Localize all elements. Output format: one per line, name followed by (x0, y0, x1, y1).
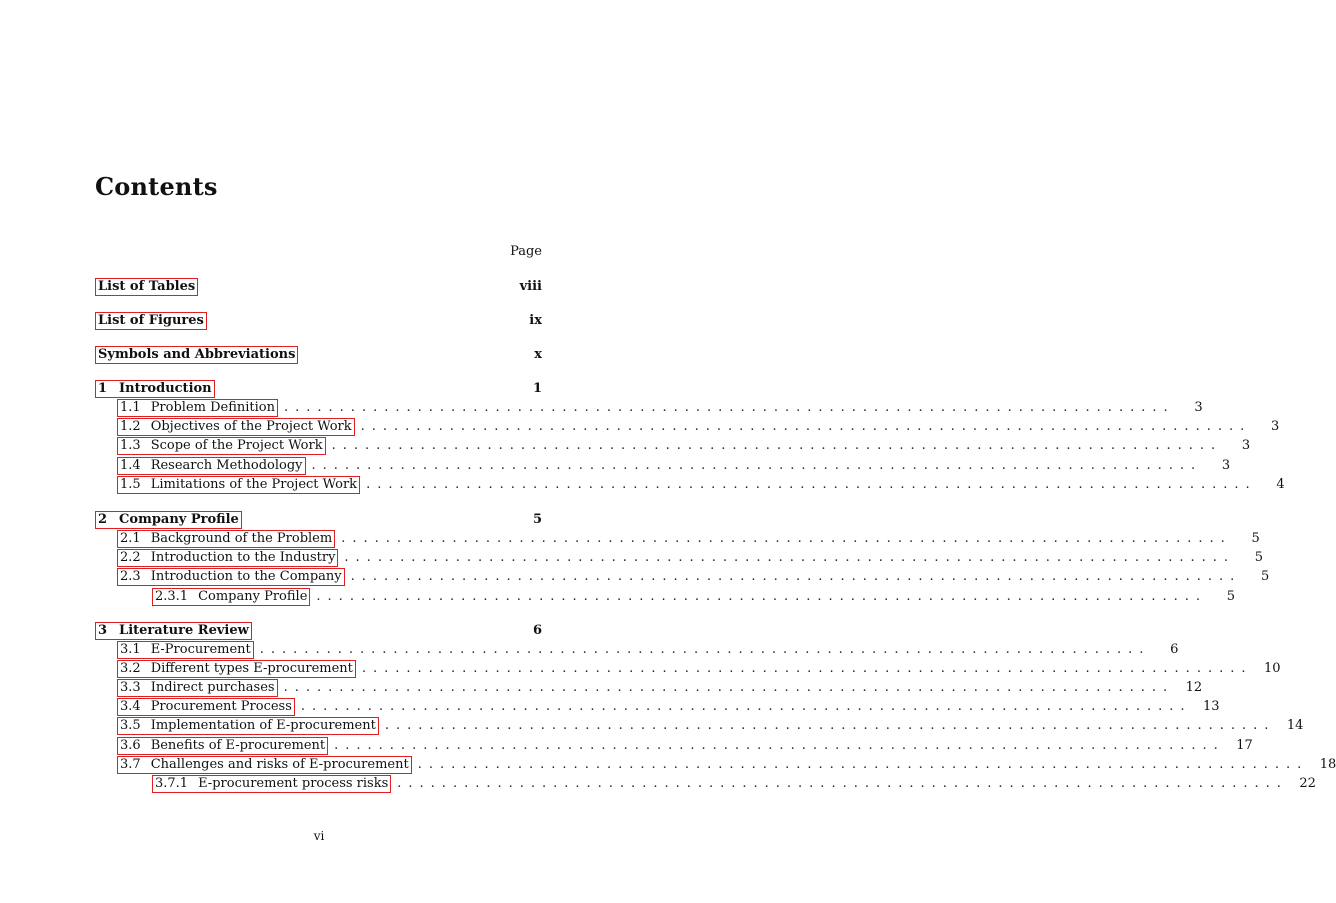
toc-entry-page: 18 (1319, 757, 1336, 772)
toc-entry-title: Research Methodology (150, 458, 303, 473)
toc-entry-page: 13 (1202, 699, 1220, 714)
toc-entry-number: 1.4 (120, 458, 141, 473)
toc-entry-page: x (534, 347, 542, 362)
toc-entry-link[interactable] (117, 476, 360, 494)
toc-dot-leader: ................................................................................ (283, 680, 1175, 695)
toc-entry-number: 3.4 (120, 699, 141, 714)
toc-dot-leader: ................................................................................ (361, 661, 1253, 676)
toc-entry-title: Limitations of the Project Work (150, 477, 358, 492)
toc-entry-link[interactable] (117, 418, 355, 436)
toc-dot-leader: ................................................................................ (384, 718, 1276, 733)
toc-entry-number: 3.7.1 (155, 776, 189, 791)
toc-entry-title: Benefits of E-procurement (150, 738, 326, 753)
page-heading: Contents (95, 172, 218, 201)
toc-entry (95, 756, 1336, 774)
toc-entry (95, 660, 1281, 678)
toc-entry-link[interactable] (117, 399, 278, 417)
toc-entry-link[interactable] (117, 457, 306, 475)
toc-entry-link[interactable] (95, 312, 207, 330)
toc-dot-leader: ................................................................................ (334, 738, 1225, 753)
toc-entry-number: 2.2 (120, 550, 141, 565)
toc-entry-title: Background of the Problem (150, 531, 333, 546)
toc-entry (95, 530, 1260, 548)
toc-entry-number: 3.2 (120, 661, 141, 676)
toc-dot-leader: ................................................................................ (311, 458, 1203, 473)
toc-entry-link[interactable] (95, 278, 198, 296)
toc-entry-page: 6 (532, 623, 542, 638)
toc-entry-page: ix (529, 313, 542, 328)
toc-entry-title: Problem Definition (150, 400, 276, 415)
toc-entry-page: 6 (1170, 642, 1179, 657)
toc-entry-page: viii (519, 279, 542, 294)
toc-entry-number: 3.6 (120, 738, 141, 753)
toc-entry-number: 3.5 (120, 718, 141, 733)
toc-entry-page: 12 (1185, 680, 1203, 695)
toc-entry-title: Implementation of E-procurement (150, 718, 376, 733)
toc-entry (95, 476, 1285, 494)
toc-entry-title: Introduction (119, 381, 212, 396)
toc-entry-title: Indirect purchases (150, 680, 275, 695)
toc-entry (95, 717, 1304, 735)
toc-entry-number: 3.3 (120, 680, 141, 695)
toc-entry (95, 568, 1270, 586)
toc-entry-number: 3.1 (120, 642, 141, 657)
toc-entry-link[interactable] (117, 717, 379, 735)
toc-entry-number: 3.7 (120, 757, 141, 772)
toc-entry-link[interactable] (117, 679, 278, 697)
toc-entry-link[interactable] (95, 622, 252, 640)
toc-entry-title: Objectives of the Project Work (150, 419, 352, 434)
toc-entry-link[interactable] (117, 530, 335, 548)
toc-entry-title: Company Profile (119, 512, 239, 527)
toc-entry-page: 3 (1221, 458, 1231, 473)
toc-dot-leader: ................................................................................ (397, 776, 1288, 791)
toc-entry-number: 2.3 (120, 569, 141, 584)
toc-entry-number: 3 (98, 623, 108, 638)
toc-dot-leader: ................................................................................ (350, 569, 1242, 584)
toc-dot-leader: ................................................................................ (259, 642, 1151, 657)
toc-entry-page: 5 (1251, 531, 1260, 546)
toc-entry-title: Symbols and Abbreviations (98, 347, 296, 362)
toc-entry-page: 10 (1263, 661, 1281, 676)
toc-entry (95, 511, 542, 529)
toc-dot-leader: ................................................................................ (366, 477, 1257, 492)
toc-entry (95, 457, 1231, 475)
toc-entry-page: 5 (532, 512, 542, 527)
toc-entry-link[interactable] (117, 698, 295, 716)
toc-entry-number: 1.2 (120, 419, 141, 434)
toc-entry-title: Introduction to the Industry (150, 550, 336, 565)
toc-entry-number: 1.3 (120, 438, 141, 453)
toc-entry-number: 1.5 (120, 477, 141, 492)
toc-entry (95, 399, 1203, 417)
toc-entry-page: 14 (1286, 718, 1304, 733)
toc-entry-title: Introduction to the Company (150, 569, 342, 584)
toc-entry-link[interactable] (95, 380, 215, 398)
toc-entry-link[interactable] (117, 660, 356, 678)
toc-entry (95, 641, 1179, 659)
toc-entry-number: 1.1 (120, 400, 141, 415)
toc-entry (95, 380, 542, 398)
toc-entry (95, 312, 542, 330)
toc-entry-link[interactable] (117, 737, 328, 755)
toc-entry-title: List of Figures (98, 313, 204, 328)
toc-entry-title: Literature Review (119, 623, 249, 638)
toc-entry (95, 278, 542, 296)
toc-entry-title: List of Tables (98, 279, 196, 294)
toc-entry-title: Company Profile (198, 589, 308, 604)
toc-entry (95, 679, 1203, 697)
toc-entry-title: E-procurement process risks (198, 776, 389, 791)
toc-dot-leader: ................................................................................ (300, 699, 1192, 714)
toc-entry (95, 437, 1251, 455)
toc-entry (95, 737, 1253, 755)
footer-page-number: vi (313, 829, 325, 843)
toc-entry-page: 3 (1194, 400, 1203, 415)
toc-entry-link[interactable] (152, 588, 310, 606)
toc-dot-leader: ................................................................................ (316, 589, 1208, 604)
toc-entry-link[interactable] (117, 756, 412, 774)
toc-entry-page: 5 (1226, 589, 1236, 604)
toc-entry-number: 1 (98, 381, 108, 396)
toc-entry-number: 2 (98, 512, 108, 527)
toc-entry-page: 17 (1236, 738, 1253, 753)
toc-entry-link[interactable] (117, 549, 338, 567)
toc-entry (95, 549, 1264, 567)
toc-entry-title: Challenges and risks of E-procurement (150, 757, 409, 772)
toc-entry-link[interactable] (117, 437, 326, 455)
toc-entry-title: Scope of the Project Work (150, 438, 323, 453)
toc-dot-leader: ................................................................................ (417, 757, 1309, 772)
toc-dot-leader: ................................................................................ (344, 550, 1236, 565)
toc-entry (95, 588, 1236, 606)
toc-entry-title: E-Procurement (150, 642, 251, 657)
toc-entry-link[interactable] (117, 568, 345, 586)
toc-entry-page: 4 (1276, 477, 1285, 492)
toc-dot-leader: ................................................................................ (341, 531, 1232, 546)
toc-entry-title: Procurement Process (150, 699, 292, 714)
toc-entry (95, 418, 1280, 436)
toc-entry-page: 5 (1254, 550, 1264, 565)
toc-entry (95, 775, 1316, 793)
toc-entry-page: 22 (1299, 776, 1316, 791)
toc-entry-page: 3 (1270, 419, 1280, 434)
toc-entry-link[interactable] (95, 511, 242, 529)
toc-dot-leader: ................................................................................ (284, 400, 1175, 415)
toc-entry-number: 2.3.1 (155, 589, 189, 604)
toc-entry (95, 622, 542, 640)
toc-entry-link[interactable] (117, 641, 254, 659)
toc-dot-leader: ................................................................................ (360, 419, 1252, 434)
toc-entry (95, 698, 1220, 716)
toc-entry-link[interactable] (152, 775, 391, 793)
page-column-label: Page (510, 244, 542, 259)
toc-entry-number: 2.1 (120, 531, 141, 546)
toc-entry-title: Different types E-procurement (150, 661, 353, 676)
toc-dot-leader: ................................................................................ (331, 438, 1223, 453)
toc-entry-link[interactable] (95, 346, 298, 364)
toc-entry-page: 5 (1260, 569, 1270, 584)
toc-entry (95, 346, 542, 364)
toc-entry-page: 3 (1241, 438, 1251, 453)
toc-entry-page: 1 (532, 381, 542, 396)
